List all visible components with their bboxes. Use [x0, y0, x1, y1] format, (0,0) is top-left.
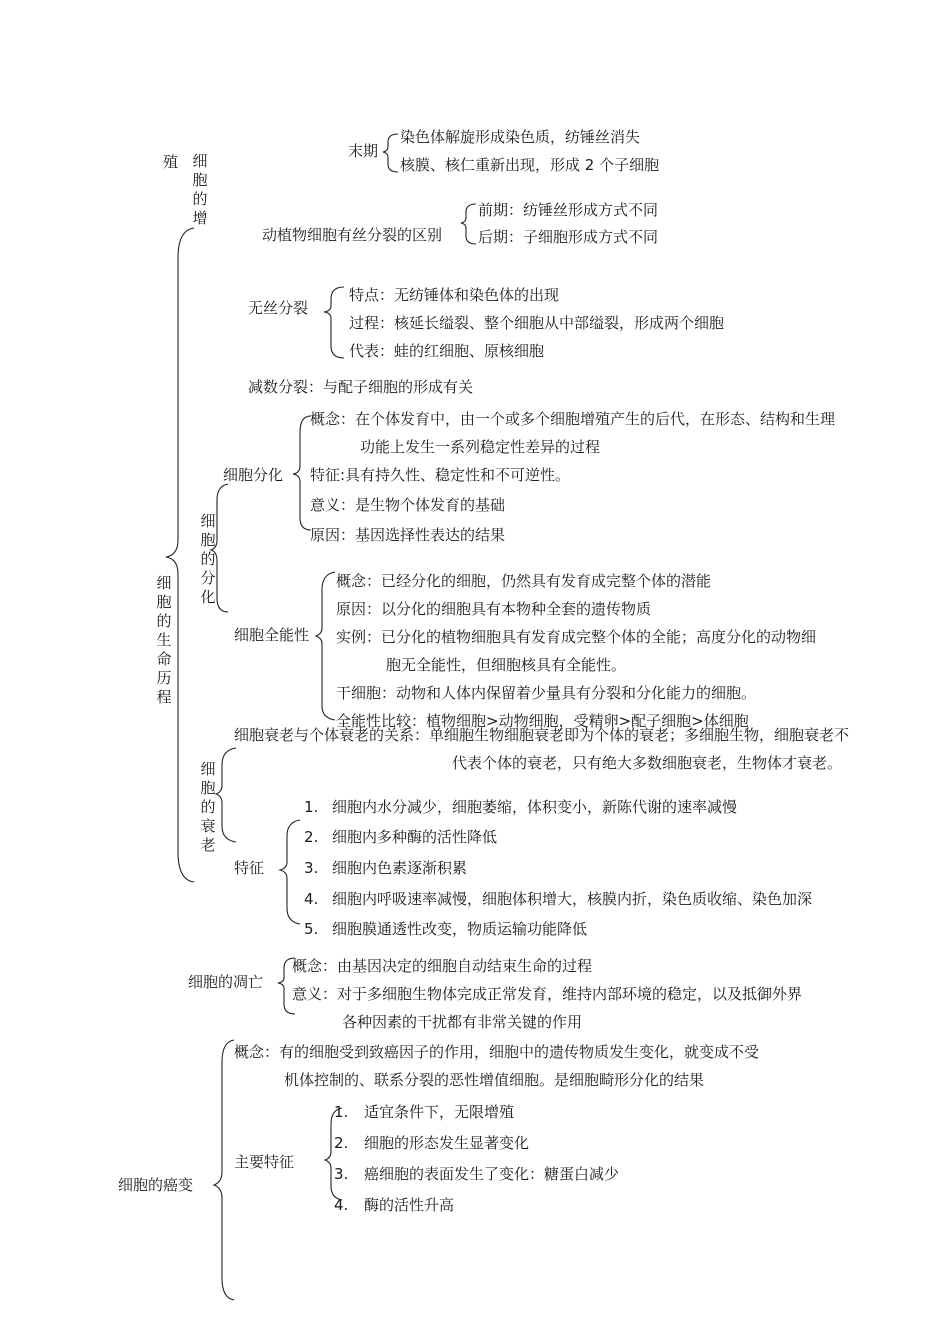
differentiation-concept-1: 概念：在个体发育中，由一个或多个细胞增殖产生的后代，在形态、结构和生理: [310, 410, 836, 428]
anaphase-diff: 后期：子细胞形成方式不同: [478, 228, 659, 246]
aging-feature-1: 细胞内水分减少，细胞萎缩，体积变小，新陈代谢的速率减慢: [332, 798, 738, 816]
apoptosis-concept: 概念：由基因决定的细胞自动结束生命的过程: [292, 957, 593, 975]
differentiation-feature: 特征:具有持久性、稳定性和不可逆性。: [310, 466, 571, 484]
aging-feature-5: 细胞膜通透性改变，物质运输功能降低: [332, 920, 588, 938]
life-history-brace: [166, 228, 194, 882]
cancer-feature-label: 主要特征: [234, 1153, 295, 1171]
apoptosis-label: 细胞的凋亡: [188, 973, 264, 991]
cancer-concept-2: 机体控制的、联系分裂的恶性增值细胞。是细胞畸形分化的结果: [284, 1071, 705, 1089]
diff-detail-brace: [293, 416, 311, 530]
end-phase-brace: [383, 134, 398, 172]
differentiation-concept-2: 功能上发生一系列稳定性差异的过程: [360, 438, 601, 456]
differentiation-meaning: 意义：是生物个体发育的基础: [310, 496, 506, 514]
totipotency-label: 细胞全能性: [234, 626, 310, 644]
cancer-feature-2-num: 2.: [334, 1134, 349, 1152]
cancer-concept-1: 概念：有的细胞受到致癌因子的作用，细胞中的遗传物质发生变化，就变成不受: [234, 1043, 760, 1061]
totipotency-example-1: 实例：已分化的植物细胞具有发育成完整个体的全能；高度分化的动物细: [336, 628, 817, 646]
aging-brace: [216, 748, 236, 842]
totipotency-cause: 原因：以分化的细胞具有本物种全套的遗传物质: [336, 600, 652, 618]
cancer-feature-4: 酶的活性升高: [364, 1196, 455, 1214]
cancer-feature-3: 癌细胞的表面发生了变化：糖蛋白减少: [364, 1165, 620, 1183]
totipotency-brace: [316, 572, 335, 720]
totipotency-concept: 概念：已经分化的细胞，仍然具有发育成完整个体的潜能: [336, 572, 712, 590]
amitosis-process: 过程：核延长缢裂、整个细胞从中部缢裂，形成两个细胞: [349, 314, 725, 332]
amitosis-example: 代表：蛙的红细胞、原核细胞: [349, 342, 545, 360]
apoptosis-meaning-2: 各种因素的干扰都有非常关键的作用: [342, 1013, 583, 1031]
amitosis-feature: 特点：无纺锤体和染色体的出现: [349, 286, 560, 304]
aging-relation-2: 代表个体的衰老，只有绝大多数细胞衰老，生物体才衰老。: [452, 754, 843, 772]
cancer-feature-4-num: 4.: [334, 1196, 349, 1214]
aging-feature-4-num: 4.: [304, 890, 319, 908]
aging-feature-1-num: 1.: [304, 798, 319, 816]
aging-feature-3-num: 3.: [304, 859, 319, 877]
aging-vertical-label: 细胞的衰老: [200, 760, 216, 854]
cancer-feature-brace: [325, 1108, 342, 1200]
aging-feature-brace: [280, 820, 300, 924]
amitosis-label: 无丝分裂: [248, 299, 309, 317]
diff-brace: [461, 204, 476, 244]
differentiation-cause: 原因：基因选择性表达的结果: [310, 526, 506, 544]
cancer-feature-1: 适宜条件下，无限增殖: [364, 1103, 515, 1121]
totipotency-example-2: 胞无全能性，但细胞核具有全能性。: [386, 656, 627, 674]
cancer-feature-3-num: 3.: [334, 1165, 349, 1183]
aging-feature-label: 特征: [234, 859, 265, 877]
apoptosis-meaning-1: 意义：对于多细胞生物体完成正常发育，维持内部环境的稳定，以及抵御外界: [292, 985, 803, 1003]
aging-feature-4: 细胞内呼吸速率减慢，细胞体积增大，核膜内折，染色质收缩、染色加深: [332, 890, 813, 908]
differentiation-label: 细胞分化: [223, 466, 284, 484]
cancer-feature-1-num: 1.: [334, 1103, 349, 1121]
end-phase-line-2: 核膜、核仁重新出现，形成 2 个子细胞: [400, 156, 660, 174]
meiosis-text: 减数分裂：与配子细胞的形成有关: [248, 378, 474, 396]
aging-relation-1: 细胞衰老与个体衰老的关系：单细胞生物细胞衰老即为个体的衰老；多细胞生物，细胞衰老不: [234, 726, 850, 744]
cancer-feature-2: 细胞的形态发生显著变化: [364, 1134, 530, 1152]
aging-feature-2: 细胞内多种酶的活性降低: [332, 828, 498, 846]
totipotency-comparison: 全能性比较：植物细胞>动物细胞，受精卵>配子细胞>体细胞: [336, 712, 749, 730]
aging-feature-3: 细胞内色素逐渐积累: [332, 859, 468, 877]
animal-plant-diff-label: 动植物细胞有丝分裂的区别: [262, 226, 443, 244]
cancer-label: 细胞的癌变: [118, 1176, 194, 1194]
aging-feature-5-num: 5.: [304, 920, 319, 938]
end-phase-line-1: 染色体解旋形成染色质，纺锤丝消失: [400, 128, 641, 146]
end-phase-label: 末期: [348, 142, 379, 160]
stem-cell-text: 干细胞：动物和人体内保留着少量具有分裂和分化能力的细胞。: [336, 684, 757, 702]
differentiation-vertical-label: 细胞的分化: [200, 512, 216, 606]
cancer-brace: [214, 1040, 234, 1300]
aging-feature-2-num: 2.: [304, 828, 319, 846]
life-history-vertical-label: 细胞的生命历程: [156, 574, 172, 706]
amitosis-brace: [324, 287, 344, 358]
prophase-diff: 前期：纺锤丝形成方式不同: [478, 201, 659, 219]
zhi-char: 殖: [163, 153, 179, 171]
cell-growth-vertical-label: 细胞的增: [192, 152, 208, 227]
